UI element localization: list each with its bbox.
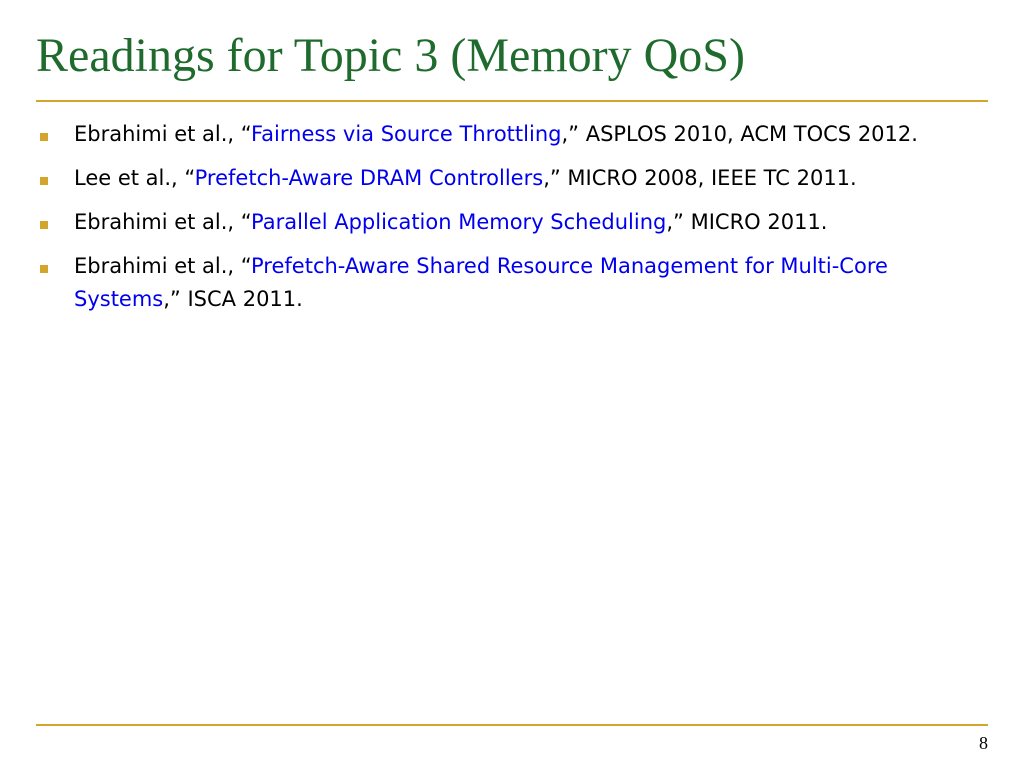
citation-authors: Ebrahimi et al., “ xyxy=(74,210,252,234)
citation-venue: ,” ASPLOS 2010, ACM TOCS 2012. xyxy=(561,122,918,146)
citation-venue: ,” MICRO 2008, IEEE TC 2011. xyxy=(543,166,857,190)
title-divider xyxy=(36,100,988,102)
square-bullet-icon xyxy=(40,221,48,229)
citation-authors: Ebrahimi et al., “ xyxy=(74,122,252,146)
slide-title: Readings for Topic 3 (Memory QoS) xyxy=(36,29,745,82)
square-bullet-icon xyxy=(40,133,48,141)
citation-venue: ,” MICRO 2011. xyxy=(666,210,828,234)
reading-item xyxy=(36,250,976,316)
reading-list xyxy=(36,118,976,327)
paper-link[interactable]: Fairness via Source Throttling xyxy=(251,122,562,146)
reading-item xyxy=(36,206,976,239)
paper-link[interactable]: Prefetch-Aware Shared Resource Management for Multi-Core Systems xyxy=(74,254,888,311)
page-number: 8 xyxy=(979,733,988,753)
paper-link[interactable]: Parallel Application Memory Scheduling xyxy=(251,210,667,234)
citation-authors: Ebrahimi et al., “ xyxy=(74,254,252,278)
paper-link[interactable]: Prefetch-Aware DRAM Controllers xyxy=(194,166,544,190)
citation-venue: ,” ISCA 2011. xyxy=(163,287,303,311)
footer-divider xyxy=(36,724,988,726)
reading-item xyxy=(36,162,976,195)
reading-item xyxy=(36,118,976,151)
square-bullet-icon xyxy=(40,265,48,273)
citation-authors: Lee et al., “ xyxy=(74,166,195,190)
square-bullet-icon xyxy=(40,177,48,185)
